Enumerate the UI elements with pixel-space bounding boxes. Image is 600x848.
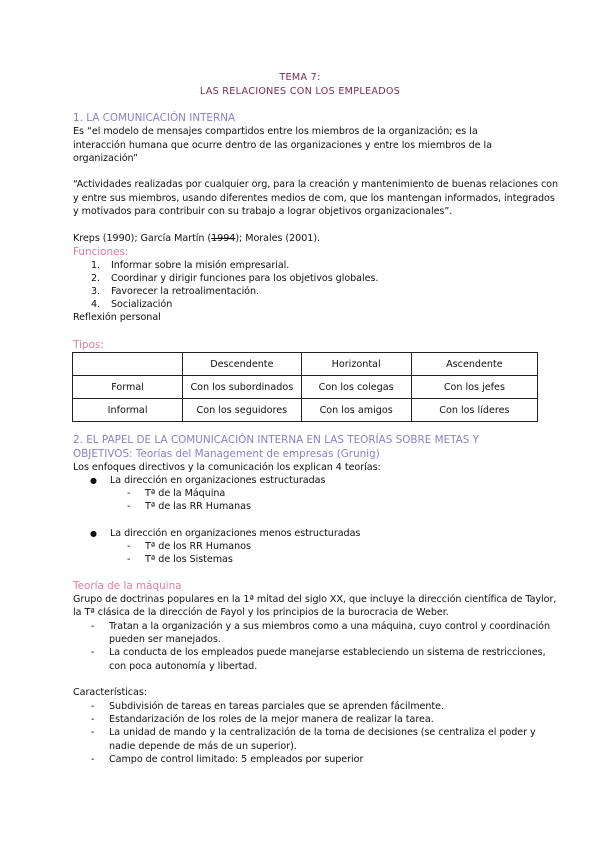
group-subitem-text: Tª de los Sistemas: [145, 554, 233, 565]
dash-icon: -: [127, 501, 131, 512]
funcion-text: Socialización: [111, 299, 173, 310]
maquina-point-cont: pueden ser manejados.: [109, 634, 221, 645]
bullet-icon: ●: [90, 476, 97, 485]
funcion-text: Coordinar y dirigir funciones para los objetivos globales.: [111, 273, 379, 284]
dash-icon: -: [127, 554, 131, 565]
group-subitem: [127, 501, 251, 512]
maquina-point-text: La conducta de los empleados puede manejarse estableciendo un sistema de restricciones,: [109, 647, 546, 658]
definition-line: interacción humana que ocurre dentro de las organizaciones y entre los miembros de la: [73, 140, 492, 151]
table-cell: Con los amigos: [301, 399, 411, 422]
caracteristica-text: Estandarización de los roles de la mejor manera de realizar la tarea.: [109, 714, 434, 725]
section-2-heading-cont: [73, 448, 380, 460]
table-row-label: Formal: [73, 376, 183, 399]
section-2-heading: 2. EL PAPEL DE LA COMUNICACIÓN INTERNA EN LAS TEORÍAS SOBRE METAS Y: [73, 434, 480, 446]
table-row: [73, 376, 538, 399]
dash-icon: -: [91, 727, 95, 738]
references-text-b: ); Morales (2001).: [235, 233, 321, 244]
table-cell: Con los jefes: [411, 376, 537, 399]
funcion-item: [91, 299, 172, 310]
caracteristica-item: [91, 754, 363, 765]
table-row: [73, 353, 538, 376]
group-title: La dirección en organizaciones menos estructuradas: [110, 528, 361, 539]
table-cell: Con los colegas: [301, 376, 411, 399]
group-item: [90, 528, 360, 539]
table-cell: Con los líderes: [411, 399, 537, 422]
funcion-item: [91, 260, 289, 271]
caracteristica-cont: nadie depende de más de un superior).: [109, 741, 297, 752]
funcion-text: Informar sobre la misión empresarial.: [111, 260, 290, 271]
maquina-point-cont: con poca autonomía y libertad.: [109, 661, 258, 672]
definition-line: organización”: [73, 153, 138, 164]
tipos-label: Tipos:: [73, 339, 104, 351]
table-row: [73, 399, 538, 422]
quote-line: y entre sus miembros, usando diferentes medios de com, que los mantengan informados, integrados: [73, 193, 555, 204]
funcion-item: [91, 273, 378, 284]
group-subitem: [127, 554, 233, 565]
dash-icon: -: [91, 621, 95, 632]
dash-icon: -: [127, 488, 131, 499]
group-subitem-text: Tª de los RR Humanos: [145, 541, 251, 552]
references-year-struck: 1994: [211, 233, 236, 244]
doc-title-line2: LAS RELACIONES CON LOS EMPLEADOS: [199, 86, 401, 97]
section-2-heading-objetivos: OBJETIVOS:: [73, 448, 133, 460]
maquina-heading: Teoría de la máquina: [73, 580, 182, 592]
maquina-point: [91, 647, 546, 658]
group-subitem-text: Tª de las RR Humanas: [145, 501, 251, 512]
group-title: La dirección en organizaciones estructuradas: [110, 475, 326, 486]
maquina-point: [91, 621, 550, 632]
group-subitem: [127, 541, 251, 552]
funciones-label: Funciones:: [73, 246, 129, 258]
maquina-point-text: Tratan a la organización y a sus miembros como a una máquina, cuyo control y coordinación: [109, 621, 551, 632]
caracteristica-text: Campo de control limitado: 5 empleados por superior: [109, 754, 364, 765]
dash-icon: -: [91, 754, 95, 765]
caracteristica-text: La unidad de mando y la centralización de la toma de decisiones (se centraliza el poder y: [109, 727, 536, 738]
table-cell: [73, 353, 183, 376]
group-subitem: [127, 488, 225, 499]
table-cell: Con los seguidores: [183, 399, 301, 422]
references-text-a: Kreps (1990); García Martín (: [73, 233, 212, 244]
quote-line: y motivados para contribuir con su trabajo a lograr objetivos organizacionales”.: [73, 206, 453, 217]
group-subitem-text: Tª de la Máquina: [145, 488, 226, 499]
reflexion-personal: Reflexión personal: [73, 312, 161, 323]
funcion-number: 4.: [91, 299, 101, 310]
table-cell: Con los subordinados: [183, 376, 301, 399]
caracteristicas-label: Características:: [73, 687, 147, 698]
doc-title-line1: TEMA 7:: [279, 72, 321, 83]
dash-icon: -: [127, 541, 131, 552]
section-2-intro: Los enfoques directivos y la comunicación los explican 4 teorías:: [73, 462, 381, 473]
group-item: [90, 475, 325, 486]
funcion-number: 2.: [91, 273, 101, 284]
tipos-table: [72, 352, 538, 422]
section-2-heading-subtitle: Teorías del Management de empresas (Grunig): [132, 448, 380, 460]
funcion-text: Favorecer la retroalimentación.: [111, 286, 260, 297]
bullet-icon: ●: [90, 529, 97, 538]
table-header-cell: Ascendente: [411, 353, 537, 376]
table-header-cell: Horizontal: [301, 353, 411, 376]
table-row-label: Informal: [73, 399, 183, 422]
section-1-heading: 1. LA COMUNICACIÓN INTERNA: [73, 112, 236, 124]
maquina-intro-line: Grupo de doctrinas populares en la 1ª mitad del siglo XX, que incluye la dirección científica de Taylor,: [73, 594, 557, 605]
definition-line: Es “el modelo de mensajes compartidos entre los miembros de la organización; es la: [73, 126, 478, 137]
caracteristica-item: [91, 727, 536, 738]
caracteristica-item: [91, 714, 434, 725]
references: [73, 233, 320, 244]
dash-icon: -: [91, 647, 95, 658]
funcion-item: [91, 286, 259, 297]
funcion-number: 1.: [91, 260, 101, 271]
caracteristica-item: [91, 701, 444, 712]
dash-icon: -: [91, 714, 95, 725]
caracteristica-text: Subdivisión de tareas en tareas parciales que se aprenden fácilmente.: [109, 701, 444, 712]
table-header-cell: Descendente: [183, 353, 301, 376]
dash-icon: -: [91, 701, 95, 712]
funcion-number: 3.: [91, 286, 101, 297]
maquina-intro-line: la Tª clásica de la dirección de Fayol y los principios de la burocracia de Weber.: [73, 607, 449, 618]
quote-line: “Actividades realizadas por cualquier org, para la creación y mantenimiento de buenas relaciones con: [73, 179, 559, 190]
